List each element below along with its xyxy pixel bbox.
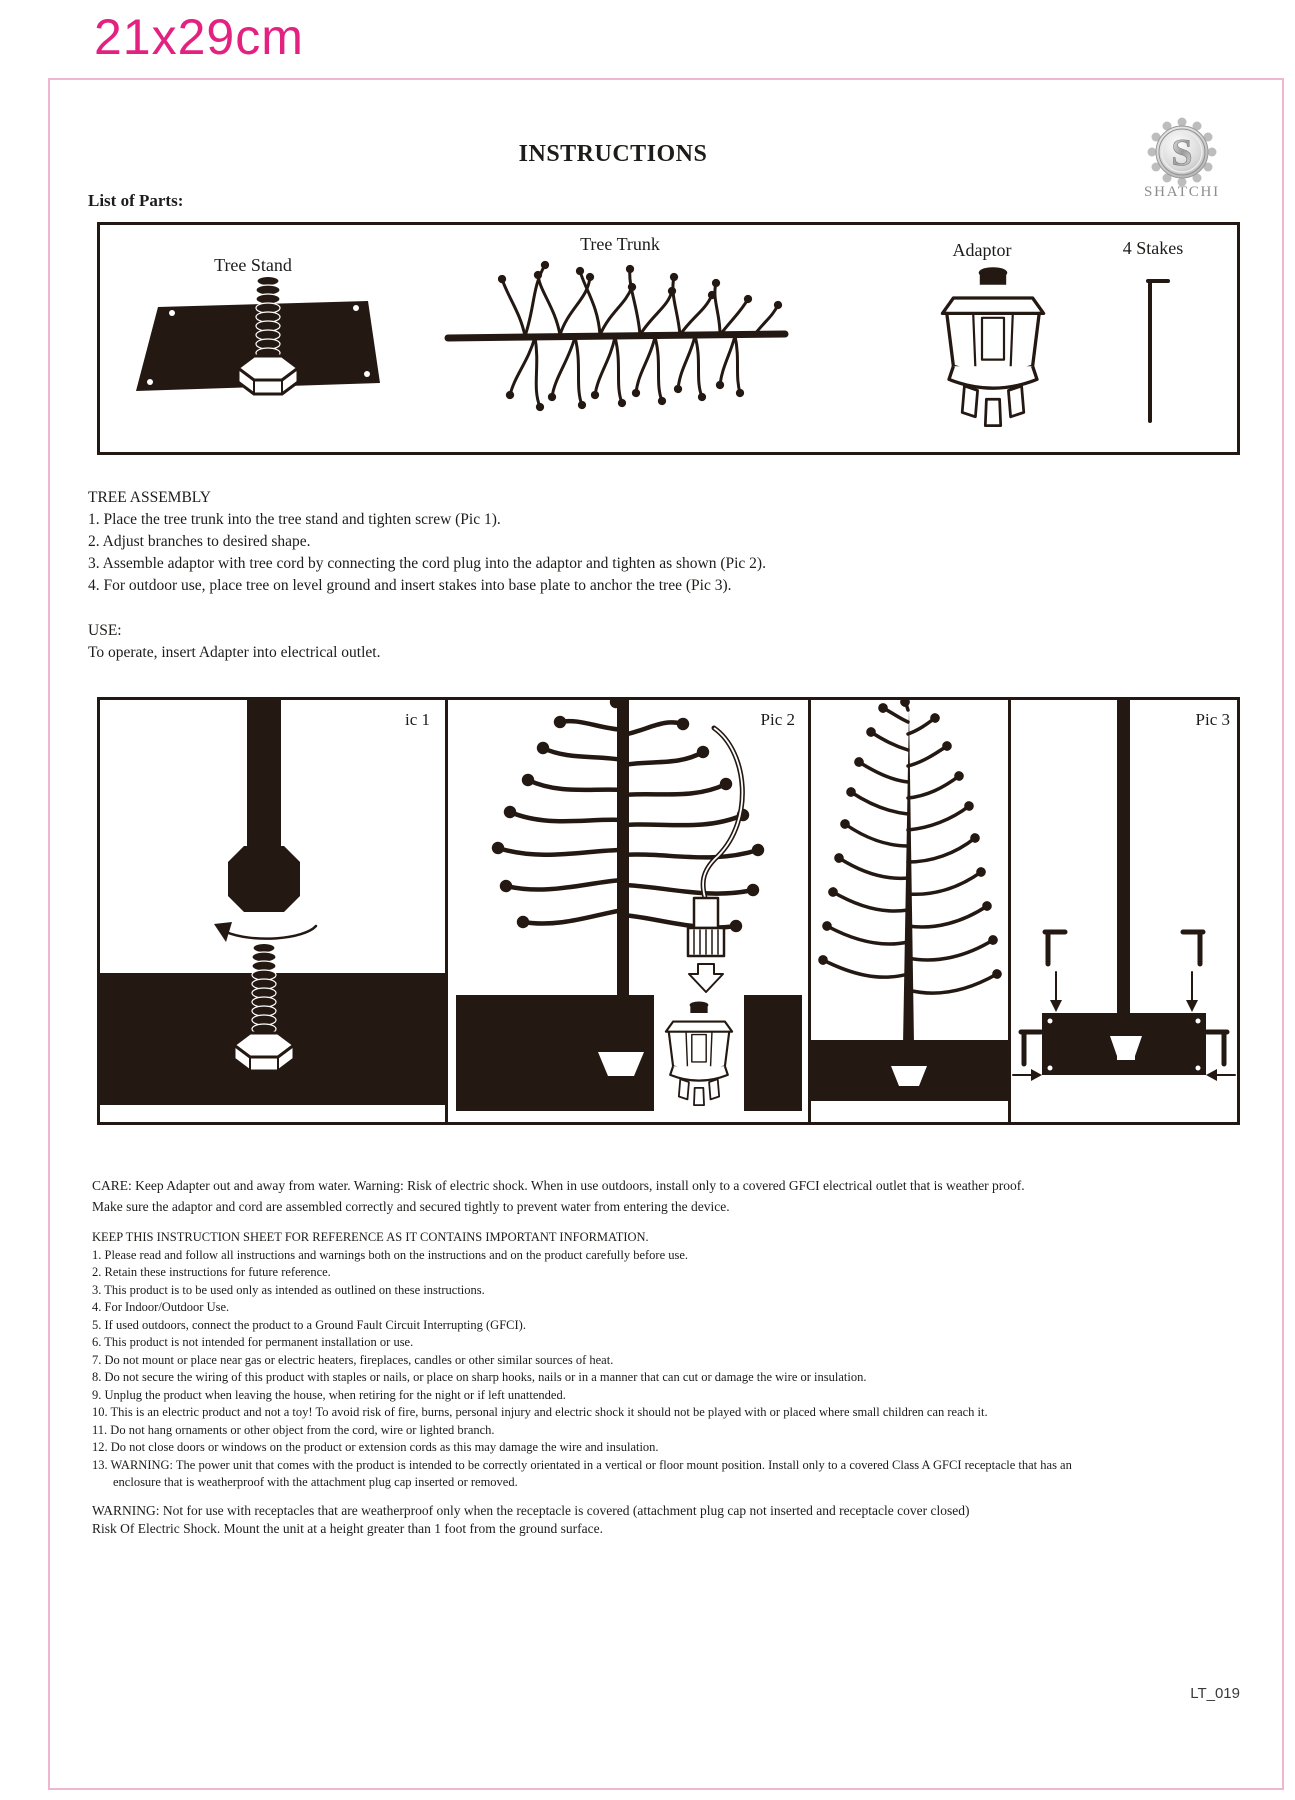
- assembly-step: 3. Assemble adaptor with tree cord by connecting the cord plug into the adaptor and tighten as shown (Pic 2).: [88, 555, 766, 572]
- adaptor-icon: [938, 265, 1048, 430]
- assembly-step: 4. For outdoor use, place tree on level ground and insert stakes into base plate to anchor the tree (Pic 3).: [88, 577, 732, 594]
- part-label-tree-trunk: Tree Trunk: [580, 234, 660, 254]
- document-code: LT_019: [1190, 1685, 1240, 1702]
- page-size-label: 21x29cm: [94, 9, 304, 65]
- care-section: [92, 1176, 1025, 1217]
- logo-initial: S: [1171, 132, 1193, 174]
- pic2-label: Pic 2: [760, 710, 795, 729]
- use-section: [88, 620, 380, 664]
- keep-item: 2. Retain these instructions for future reference.: [92, 1265, 331, 1279]
- keep-item: 5. If used outdoors, connect the product to a Ground Fault Circuit Interrupting (GFCI).: [92, 1317, 526, 1332]
- part-label-tree-stand: Tree Stand: [214, 255, 292, 275]
- keep-item: 6. This product is not intended for permanent installation or use.: [92, 1335, 414, 1349]
- keep-item: 8. Do not secure the wiring of this product with staples or nails, or place on sharp hooks, nails or in a manner that can cut or damage the wire or insulation.: [92, 1370, 867, 1384]
- keep-item: 3. This product is to be used only as intended as outlined on these instructions.: [92, 1282, 485, 1297]
- tree-assembly-heading: TREE ASSEMBLY: [88, 489, 211, 506]
- keep-item: 1. Please read and follow all instructions and warnings both on the instructions and on the product carefully before use.: [92, 1247, 689, 1262]
- keep-item: 7. Do not mount or place near gas or electric heaters, fireplaces, candles or other similar sources of heat.: [92, 1352, 614, 1367]
- warning-section: [92, 1502, 970, 1537]
- care-line: CARE: Keep Adapter out and away from water. Warning: Risk of electric shock. When in use outdoors, install only to a covered GFCI electrical outlet that is weather proof.: [92, 1178, 1025, 1193]
- care-line: Make sure the adaptor and cord are assembled correctly and secured tightly to prevent water from entering the device.: [92, 1198, 730, 1214]
- keep-item: 4. For Indoor/Outdoor Use.: [92, 1300, 230, 1314]
- keep-instructions-section: [92, 1229, 1072, 1492]
- pic3-tree-illustration: [811, 700, 1008, 1122]
- use-text: To operate, insert Adapter into electrical outlet.: [88, 644, 381, 661]
- list-of-parts-heading: List of Parts:: [88, 191, 184, 210]
- pic2-illustration: [448, 700, 808, 1122]
- assembly-step: 1. Place the tree trunk into the tree stand and tighten screw (Pic 1).: [88, 511, 501, 528]
- keep-item: 10. This is an electric product and not a toy! To avoid risk of fire, burns, personal injury and electric shock it should not be played with or placed where small children can reach it.: [92, 1405, 988, 1419]
- keep-item: 9. Unplug the product when leaving the house, when retiring for the night or if left unattended.: [92, 1387, 566, 1402]
- assembly-step: 2. Adjust branches to desired shape.: [88, 533, 311, 550]
- use-heading: USE:: [88, 622, 122, 639]
- page-title: INSTRUCTIONS: [518, 141, 708, 167]
- part-label-adaptor: Adaptor: [952, 240, 1012, 260]
- pic1-label: ic 1: [404, 710, 430, 729]
- part-label-stakes: 4 Stakes: [1122, 238, 1184, 258]
- parts-box: [97, 222, 1240, 455]
- tree-assembly-section: [88, 487, 766, 597]
- brand-logo: [1122, 112, 1242, 201]
- pic3-stakes-illustration: [1011, 700, 1237, 1122]
- warning-line: WARNING: Not for use with receptacles that are weatherproof only when the receptacle is covered (attachment plug cap not inserted and receptacle cover closed): [92, 1503, 970, 1518]
- pictures-box: [97, 697, 1240, 1125]
- pic1-illustration: [100, 700, 445, 1122]
- stakes-icon: [1120, 267, 1190, 429]
- tree-stand-icon: [118, 271, 400, 423]
- brand-name: SHATCHI: [1144, 184, 1220, 200]
- shatchi-logo-icon: [1122, 112, 1242, 186]
- tree-trunk-icon: [440, 237, 792, 435]
- pic3-label: Pic 3: [1195, 710, 1230, 729]
- keep-item-continuation: enclosure that is weatherproof with the attachment plug cap inserted or removed.: [113, 1475, 518, 1489]
- keep-item: 12. Do not close doors or windows on the product or extension cords as this may damage the wire and insulation.: [92, 1440, 659, 1454]
- keep-item: 13. WARNING: The power unit that comes with the product is intended to be correctly orientated in a vertical or floor mount position. Install only to a covered Class A GFCI receptacle that has an: [92, 1457, 1072, 1472]
- keep-item: 11. Do not hang ornaments or other object from the cord, wire or lighted branch.: [92, 1422, 495, 1437]
- warning-line: Risk Of Electric Shock. Mount the unit at a height greater than 1 foot from the ground surface.: [92, 1520, 603, 1536]
- keep-heading: KEEP THIS INSTRUCTION SHEET FOR REFERENCE AS IT CONTAINS IMPORTANT INFORMATION.: [92, 1230, 649, 1244]
